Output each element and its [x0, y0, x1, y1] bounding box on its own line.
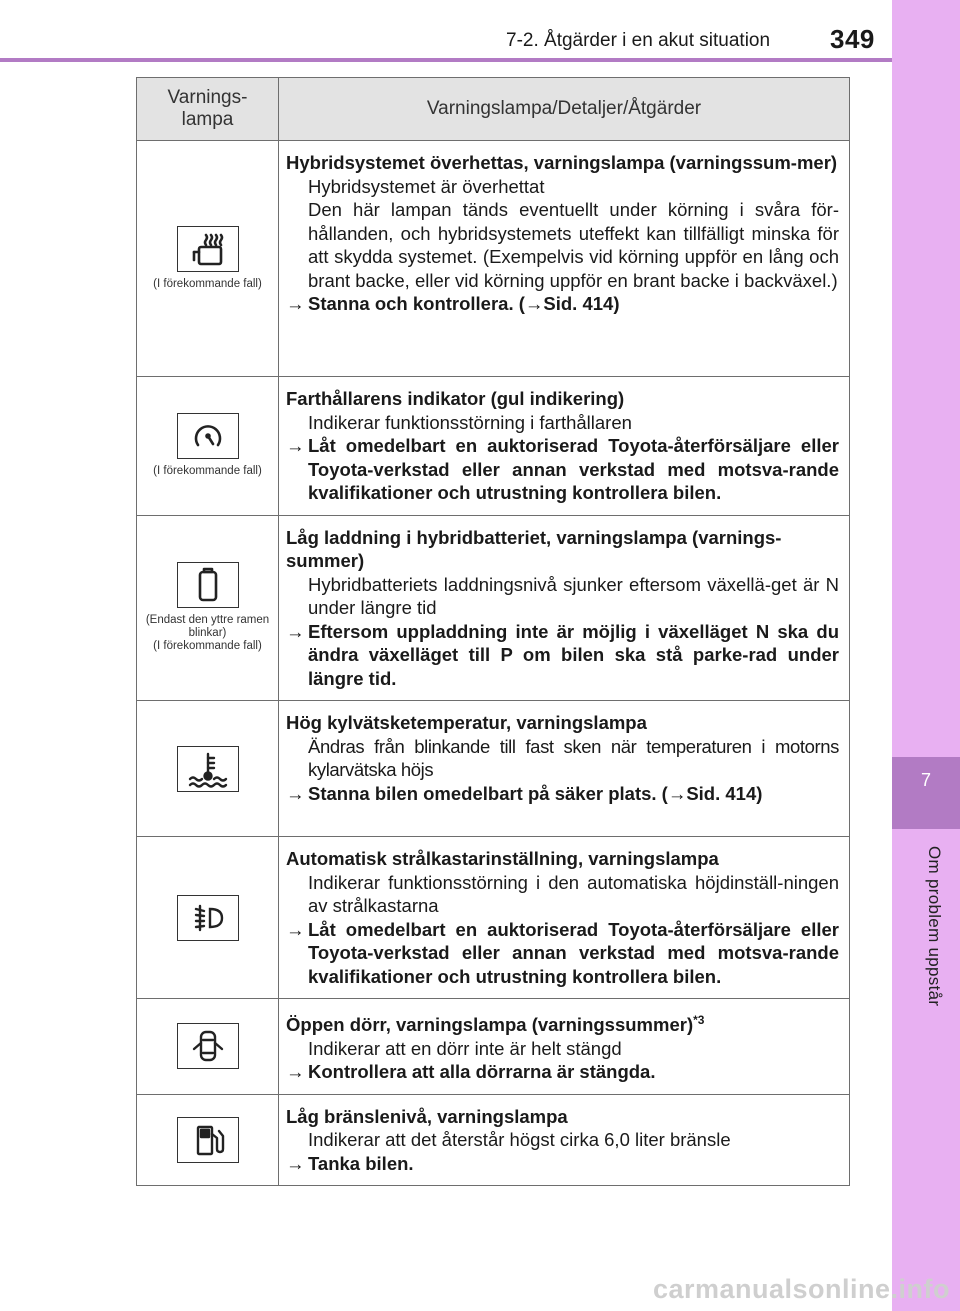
detail-cell	[279, 837, 850, 999]
warning-action: → Låt omedelbart en auktoriserad Toyota-återförsäljare eller Toyota-verkstad eller annan verkstad med motsva-rande kvalifikationer och utrustning kontrollera bilen.	[286, 435, 839, 503]
icon-caption: (I förekommande fall)	[153, 465, 262, 478]
low-fuel-icon	[177, 1117, 239, 1163]
warning-description: Indikerar att det återstår högst cirka 6,0 liter bränsle	[308, 1129, 731, 1151]
detail-cell	[279, 515, 850, 701]
warning-description: Ändras från blinkande till fast sken när temperaturen i motorns kylarvätska höjs	[308, 735, 839, 780]
icon-cell	[137, 1094, 279, 1186]
warning-action: → Stanna och kontrollera. (→Sid. 414)	[286, 293, 620, 314]
coolant-temperature-icon	[177, 746, 239, 792]
icon-cell	[137, 701, 279, 837]
icon-caption: (I förekommande fall)	[153, 278, 262, 290]
footnote-marker: *3	[693, 1013, 705, 1027]
open-door-icon	[177, 1023, 239, 1069]
table-row	[137, 701, 850, 837]
detail-cell	[279, 377, 850, 516]
warning-description: Hybridbatteriets laddningsnivå sjunker eftersom växellä-get är N under längre tid	[308, 573, 839, 618]
table-row	[137, 515, 850, 701]
warning-title: Hybridsystemet överhettas, varningslampa (varningssum-mer)	[286, 152, 838, 173]
warning-title: Låg laddning i hybridbatteriet, varningslampa (varnings-summer)	[286, 526, 782, 571]
warning-description: Indikerar funktionsstörning i den automatiska höjdinställ-ningen av strålkastarna	[308, 871, 839, 916]
table-row	[137, 999, 850, 1095]
column-header-details: Varningslampa/Detaljer/Åtgärder	[279, 78, 850, 141]
detail-cell	[279, 1094, 850, 1186]
warning-title: Öppen dörr, varningslampa (varningssummer)$^{*3}$	[286, 1013, 705, 1036]
header-rule	[0, 58, 892, 62]
hybrid-system-overheat-icon	[177, 226, 239, 272]
watermark: carmanualsonline.info	[652, 1274, 950, 1304]
warning-description: Indikerar funktionsstörning i farthållaren	[308, 411, 632, 433]
icon-cell	[137, 377, 279, 516]
icon-cell	[137, 999, 279, 1095]
warning-lights-table	[136, 77, 850, 1186]
column-header-lamp-text: Varnings- lampa	[167, 87, 248, 130]
detail-cell	[279, 141, 850, 377]
chapter-number-box	[892, 757, 960, 829]
warning-title: Automatisk strålkastarinställning, varningslampa	[286, 848, 719, 869]
hybrid-battery-icon	[177, 562, 239, 608]
table-row	[137, 837, 850, 999]
table-row	[137, 141, 850, 377]
warning-action: → Stanna bilen omedelbart på säker plats. (→Sid. 414)	[286, 782, 763, 804]
chapter-number: 7	[920, 770, 931, 790]
detail-cell	[279, 999, 850, 1095]
warning-action: → Låt omedelbart en auktoriserad Toyota-återförsäljare eller Toyota-verkstad eller annan verkstad med motsva-rande kvalifikationer och utrustning kontrollera bilen.	[286, 918, 839, 987]
warning-description: Indikerar att en dörr inte är helt stängd	[308, 1037, 622, 1059]
chapter-side-tab[interactable]	[892, 0, 960, 1311]
warning-description: Hybridsystemet är överhettat	[308, 175, 545, 197]
column-header-lamp	[137, 78, 279, 141]
chapter-title: Om problem uppstår	[925, 846, 944, 1007]
detail-cell	[279, 701, 850, 837]
warning-action: → Kontrollera att alla dörrarna är stängda.	[286, 1061, 656, 1083]
warning-description: Den här lampan tänds eventuellt under körning i svåra för-hållanden, och hybridsystemets uteffekt kan tillfälligt minska för att skydda systemet. (Exempelvis vid körning uppför en lång och brant backe, eller vid körning uppför en brant backe i backväxel.)	[308, 199, 839, 291]
warning-title: Hög kylvätsketemperatur, varningslampa	[286, 712, 647, 733]
table-row	[137, 1094, 850, 1186]
headlight-leveling-icon	[177, 895, 239, 941]
warning-title: Farthållarens indikator (gul indikering)	[286, 388, 625, 409]
cruise-control-icon	[177, 413, 239, 459]
icon-cell	[137, 515, 279, 701]
page-number: 349	[830, 24, 875, 54]
section-title: 7-2. Åtgärder i en akut situation	[506, 30, 771, 51]
table-row	[137, 377, 850, 516]
warning-action: → Eftersom uppladdning inte är möjlig i växelläget N ska du ändra växelläget till P om bilen ska stå parke-rad under längre tid.	[286, 620, 839, 689]
warning-title: Låg bränslenivå, varningslampa	[286, 1105, 568, 1127]
table-header-row	[137, 78, 850, 141]
warning-action: → Tanka bilen.	[286, 1152, 414, 1174]
icon-cell	[137, 837, 279, 999]
icon-caption: (Endast den yttre ramen blinkar) (I förekommande fall)	[145, 614, 270, 653]
icon-cell	[137, 141, 279, 377]
